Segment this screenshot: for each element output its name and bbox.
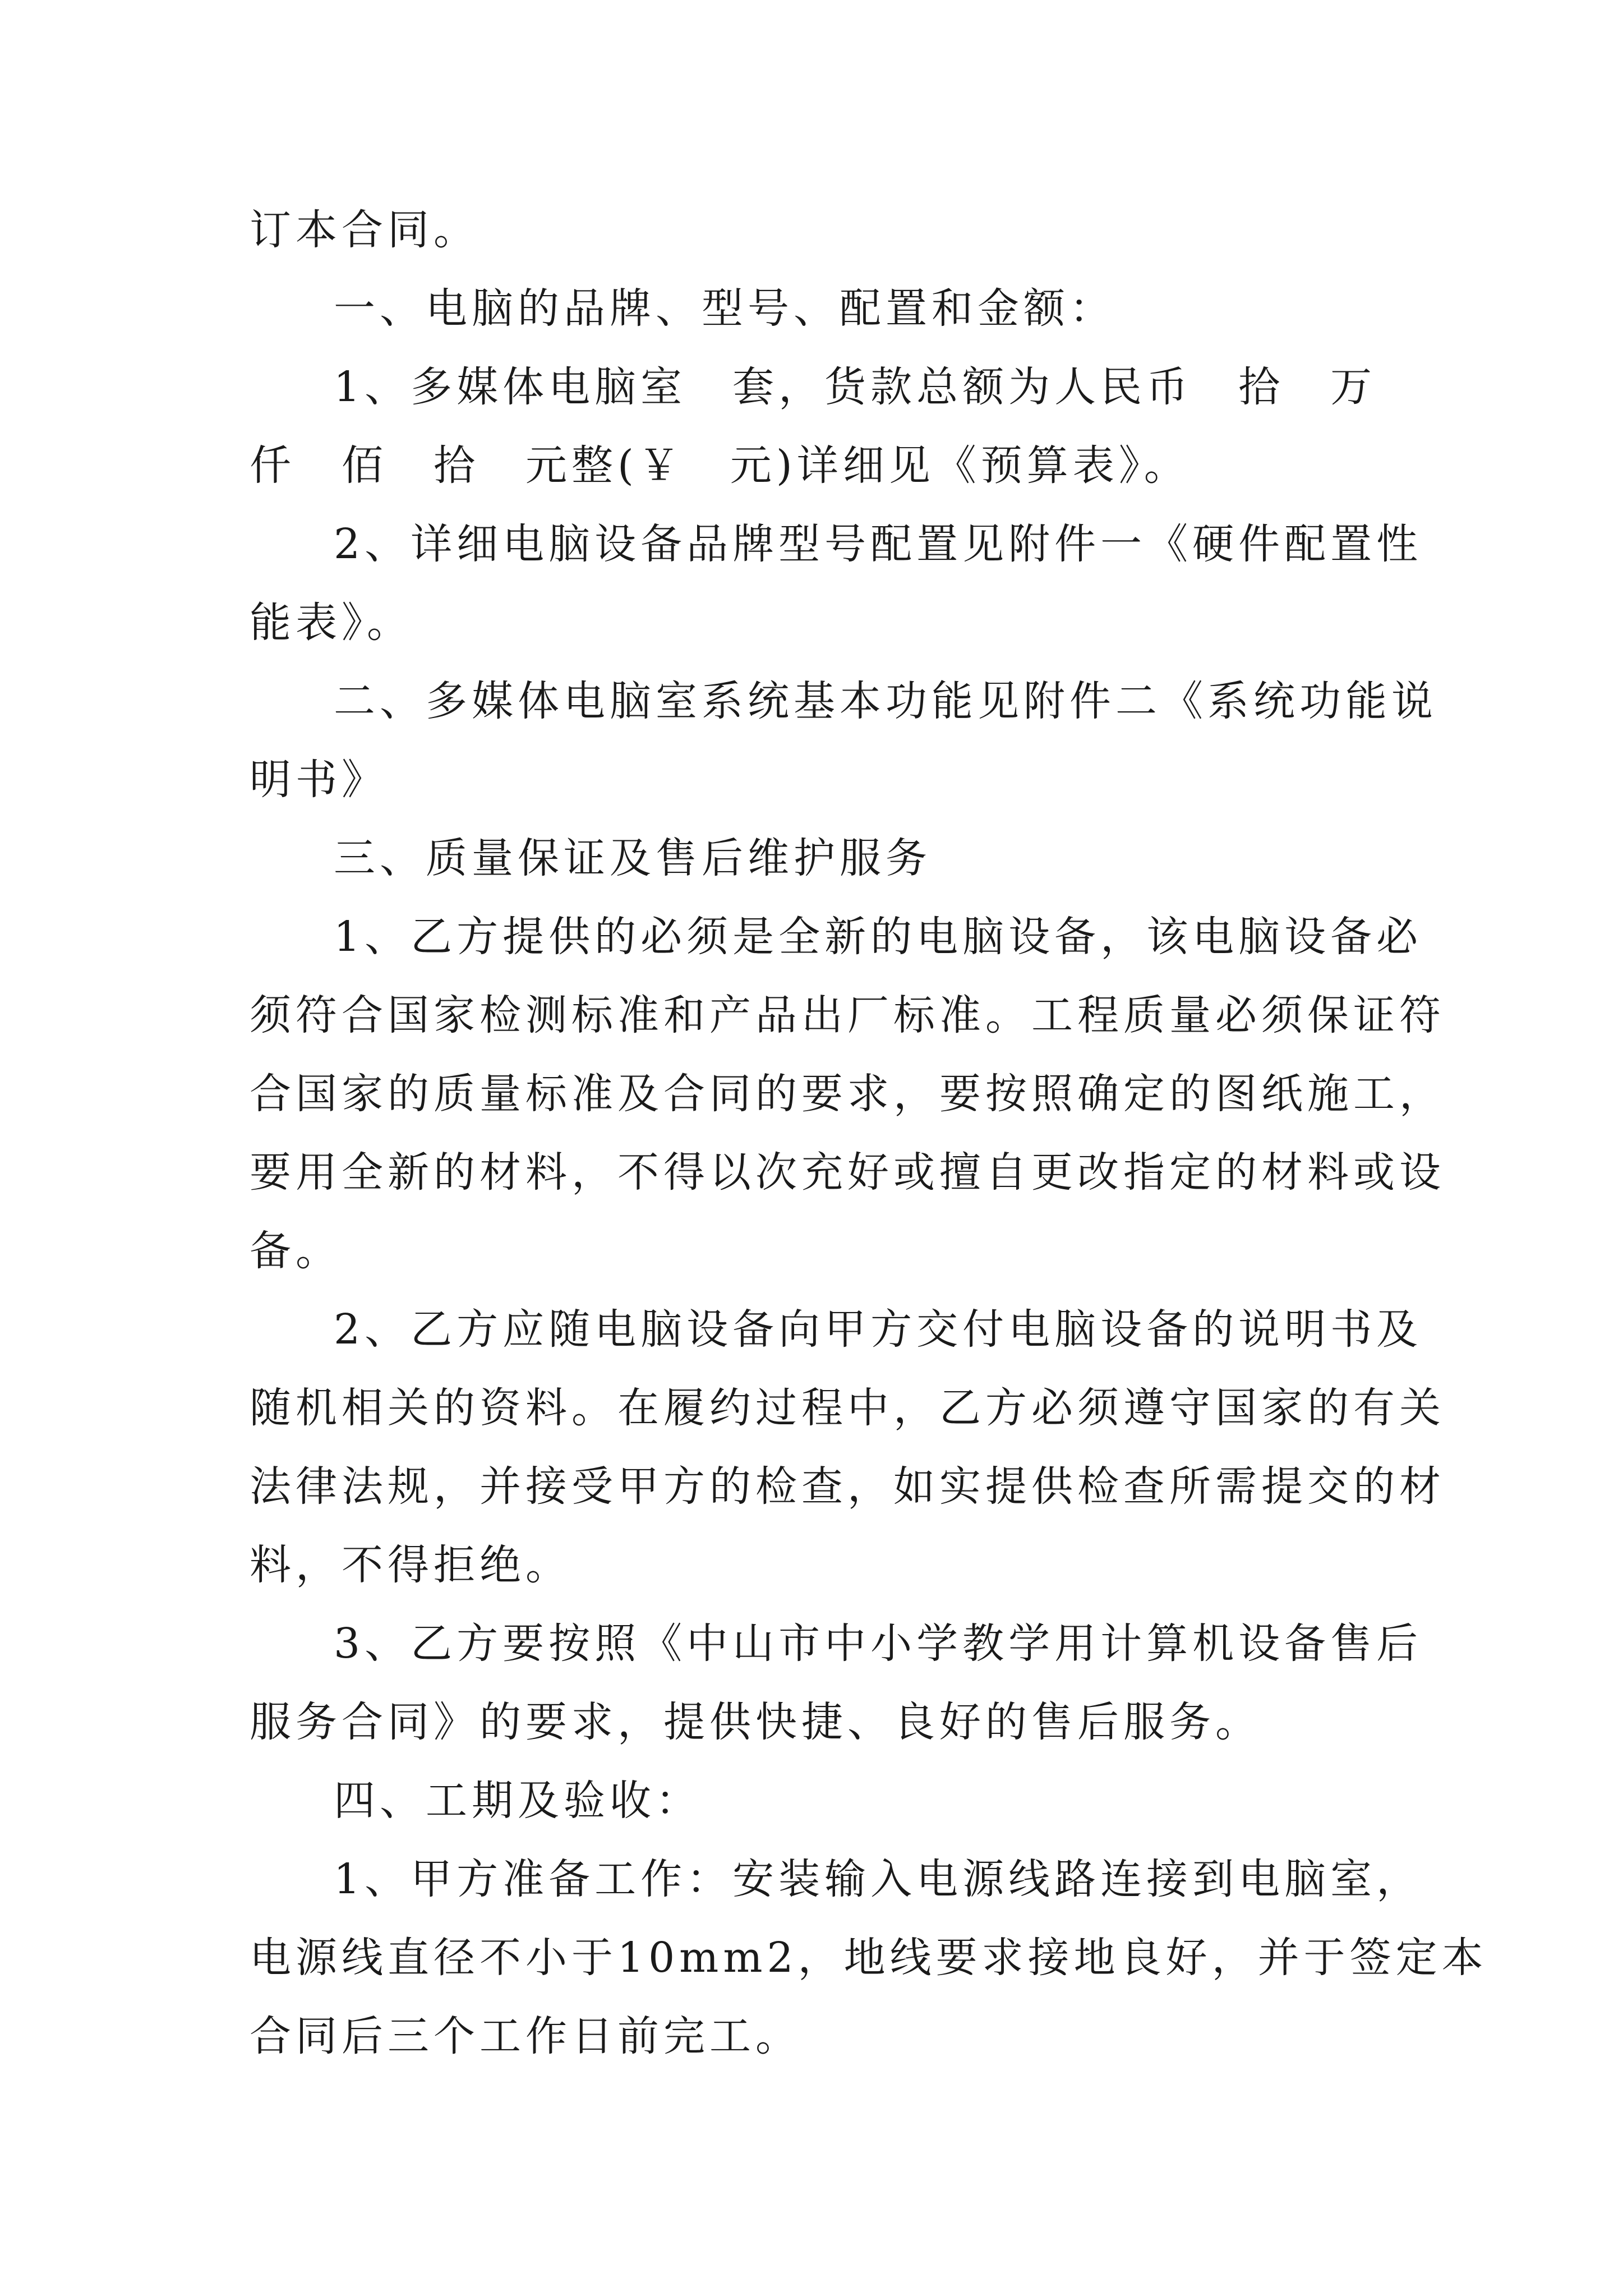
text-line: 服务合同》的要求，提供快捷、良好的售后服务。 <box>250 1698 1261 1746</box>
text-line: 2、乙方应随电脑设备向甲方交付电脑设备的说明书及 <box>334 1305 1423 1354</box>
text-line: 订本合同。 <box>250 206 479 254</box>
text-line: 法律法规，并接受甲方的检查，如实提供检查所需提交的材 <box>250 1462 1445 1511</box>
text-line: 3、乙方要按照《中山市中小学教学用计算机设备售后 <box>334 1619 1423 1668</box>
text-line: 2、详细电脑设备品牌型号配置见附件一《硬件配置性 <box>334 520 1423 568</box>
contract-text <box>250 191 1488 2076</box>
text-line: 能表》。 <box>250 599 413 647</box>
text-line: 仟 佰 拾 元整(￥ 元)详细见《预算表》。 <box>250 441 1190 490</box>
text-line: 1、多媒体电脑室 套，货款总额为人民币 拾 万 <box>334 363 1377 411</box>
text-line: 电源线直径不小于10mm2，地线要求接地良好，并于签定本 <box>250 1934 1488 1982</box>
text-line: 料，不得拒绝。 <box>250 1541 571 1589</box>
text-line: 须符合国家检测标准和产品出厂标准。工程质量必须保证符 <box>250 991 1445 1039</box>
section-heading-3: 三、质量保证及售后维护服务 <box>334 834 932 882</box>
section-heading-2: 二、多媒体电脑室系统基本功能见附件二《系统功能说 <box>334 677 1437 725</box>
text-line: 明书》 <box>250 756 388 804</box>
text-line: 随机相关的资料。在履约过程中，乙方必须遵守国家的有关 <box>250 1384 1445 1432</box>
text-line: 1、乙方提供的必须是全新的电脑设备，该电脑设备必 <box>334 913 1423 961</box>
text-line: 合国家的质量标准及合同的要求，要按照确定的图纸施工， <box>250 1070 1445 1118</box>
section-heading-4: 四、工期及验收： <box>334 1777 702 1825</box>
text-line: 备。 <box>250 1227 342 1275</box>
text-line: 1、甲方准备工作：安装输入电源线路连接到电脑室， <box>334 1855 1423 1903</box>
text-line: 合同后三个工作日前完工。 <box>250 2012 801 2060</box>
text-line: 要用全新的材料，不得以次充好或擅自更改指定的材料或设 <box>250 1148 1445 1197</box>
section-heading-1: 一、电脑的品牌、型号、配置和金额： <box>334 284 1115 333</box>
